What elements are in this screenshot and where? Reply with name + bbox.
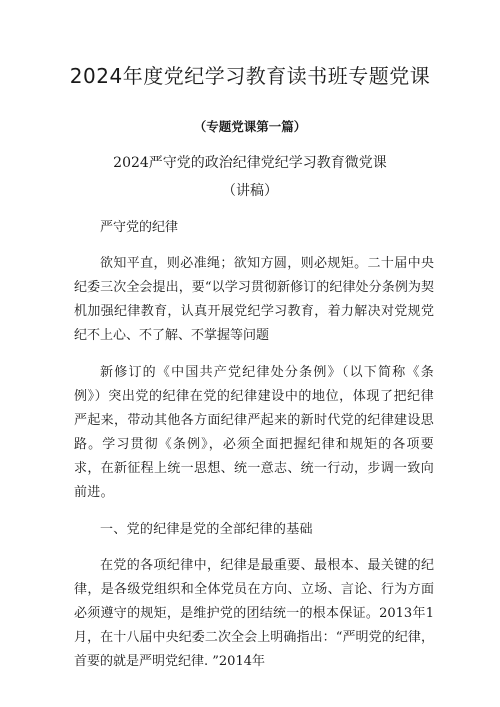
- document-subtitle: 2024严守党的政治纪律党纪学习教育微党课: [113, 155, 387, 171]
- body-paragraph: 新修订的《中国共产党纪律处分条例》（以下简称《条例》）突出党的纪律在党的纪律建设中的地位，体现了把纪律严起来，带动其他各方面纪律严起来的新时代党的纪律建设思路。学习贯彻《条例》，必须全面把握纪律和规矩的各项要求，在新征程上统一思想、统一意志、统一行动，步调一致向前进。: [74, 365, 434, 500]
- section-heading: 严守党的纪律: [100, 220, 179, 235]
- document-body: [74, 216, 434, 674]
- section-heading: 一、党的纪律是党的全部纪律的基础: [100, 522, 313, 537]
- series-label: （专题党课第一篇）: [193, 119, 307, 134]
- body-paragraph: 欲知平直，则必准绳；欲知方圆，则必规矩。二十届中央纪委三次全会提出，要“以学习贯彻新修订的纪律处分条例为契机加强纪律教育，认真开展党纪学习教育，着力解决对党规党纪不上心、不了解、不掌握等问题: [74, 256, 434, 343]
- body-paragraph: 在党的各项纪律中，纪律是最重要、最根本、最关键的纪律，是各级党组织和全体党员在方向、立场、言论、行为方面必须遵守的规矩，是维护党的团结统一的根本保证。2013年1月，在十八届中央纪委二次全会上明确指出：“严明党的纪律，首要的就是严明党纪律. ”2014年: [74, 558, 434, 669]
- speech-label: （讲稿）: [222, 183, 278, 199]
- document-title: 2024年度党纪学习教育读书班专题党课: [69, 64, 431, 88]
